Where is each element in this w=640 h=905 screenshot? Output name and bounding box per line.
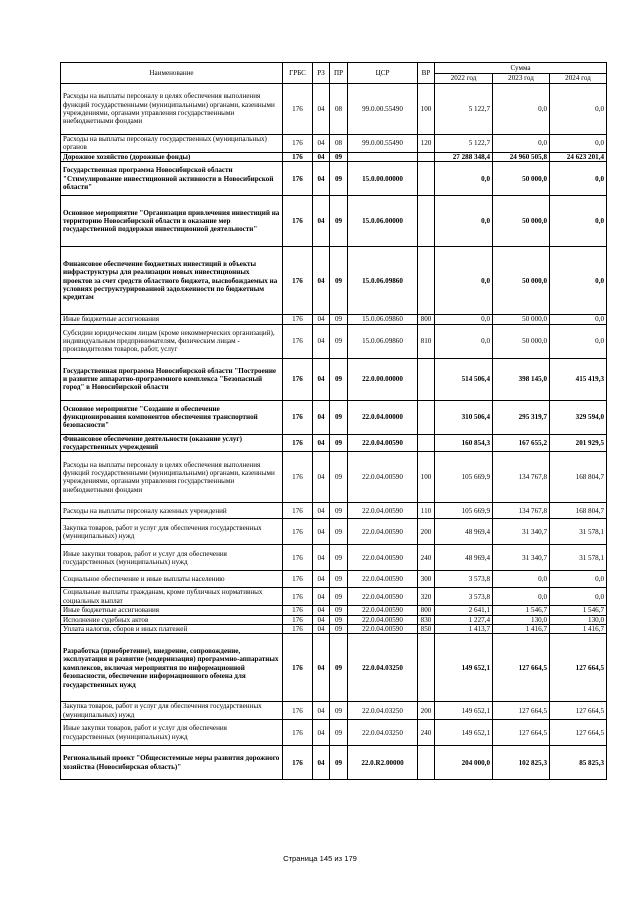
cell-grbs: 176 [283,702,313,720]
cell-csr: 15.0.06.09860 [348,247,418,315]
cell-vr: 200 [418,519,435,545]
table-row [61,702,607,720]
cell-csr: 22.0.04.00590 [348,434,418,452]
cell-sum-2024: 0,0 [550,162,607,196]
cell-name: Разработка (приобретение), внедрение, сопровождение, эксплуатация и развитие (модернизация) программно-аппаратных комплексов, включая мероприятия по информационной безопасности, обеспечение информационного обмена для государственных нужд [61,634,283,702]
cell-name: Иные закупки товаров, работ и услуг для обеспечения государственных (муниципальных) нужд [61,720,283,746]
cell-pr: 09 [330,358,348,400]
cell-grbs: 176 [283,247,313,315]
cell-vr: 110 [418,503,435,519]
cell-sum-2024: 0,0 [550,84,607,135]
cell-sum-2022: 3 573,8 [435,571,493,588]
cell-sum-2022: 5 122,7 [435,84,493,135]
cell-sum-2022: 0,0 [435,162,493,196]
cell-pr: 09 [330,247,348,315]
cell-pr: 09 [330,634,348,702]
cell-sum-2024: 31 578,1 [550,519,607,545]
col-header-2023: 2023 год [493,74,550,84]
table-row [61,571,607,588]
table-row [61,545,607,571]
table-row [61,615,607,624]
cell-name: Закупка товаров, работ и услуг для обеспечения государственных (муниципальных) нужд [61,519,283,545]
cell-vr: 320 [418,588,435,606]
cell-csr: 15.0.06.00000 [348,196,418,247]
cell-grbs: 176 [283,606,313,615]
cell-pr: 09 [330,452,348,503]
cell-csr: 22.0.04.00590 [348,588,418,606]
cell-rz: 04 [313,545,330,571]
cell-rz: 04 [313,519,330,545]
cell-sum-2024: 127 664,5 [550,720,607,746]
cell-grbs: 176 [283,545,313,571]
cell-sum-2023: 295 319,7 [493,400,550,434]
cell-grbs: 176 [283,625,313,634]
cell-pr: 09 [330,746,348,780]
cell-csr: 22.0.04.00590 [348,503,418,519]
cell-sum-2023: 134 767,8 [493,503,550,519]
cell-pr: 09 [330,519,348,545]
cell-sum-2022: 27 288 348,4 [435,152,493,161]
budget-table [60,62,607,780]
cell-sum-2023: 127 664,5 [493,702,550,720]
cell-sum-2023: 0,0 [493,84,550,135]
cell-rz: 04 [313,247,330,315]
table-row [61,746,607,780]
table-row [61,503,607,519]
cell-csr: 99.0.00.55490 [348,84,418,135]
cell-sum-2024: 0,0 [550,135,607,153]
cell-sum-2022: 204 000,0 [435,746,493,780]
table-row [61,358,607,400]
cell-sum-2023: 50 000,0 [493,324,550,358]
col-header-sum: Сумма [435,63,607,74]
cell-vr [418,358,435,400]
table-row [61,606,607,615]
cell-csr: 22.0.04.00000 [348,400,418,434]
cell-sum-2024: 0,0 [550,588,607,606]
cell-sum-2024: 127 664,5 [550,702,607,720]
cell-sum-2024: 1 546,7 [550,606,607,615]
cell-grbs: 176 [283,746,313,780]
table-row [61,247,607,315]
cell-vr [418,162,435,196]
table-row [61,196,607,247]
cell-sum-2022: 2 641,1 [435,606,493,615]
table-row [61,452,607,503]
cell-grbs: 176 [283,588,313,606]
col-header-name: Наименование [61,63,283,84]
cell-grbs: 176 [283,324,313,358]
table-row [61,434,607,452]
table-row [61,324,607,358]
cell-csr: 22.0.04.00590 [348,606,418,615]
cell-name: Расходы на выплаты персоналу государственных (муниципальных) органов [61,135,283,153]
col-header-csr: ЦСР [348,63,418,84]
cell-sum-2023: 31 340,7 [493,545,550,571]
cell-sum-2023: 127 664,5 [493,634,550,702]
cell-sum-2023: 1 416,7 [493,625,550,634]
cell-sum-2023: 102 825,3 [493,746,550,780]
cell-name: Субсидии юридическим лицам (кроме некоммерческих организаций), индивидуальным предпринимателям, физическим лицам - производителям товаров, работ, услуг [61,324,283,358]
cell-name: Основное мероприятие "Организация привлечения инвестиций на территорию Новосибирской области в оказание мер государственной поддержки инвестиционной деятельности" [61,196,283,247]
cell-name: Социальные выплаты гражданам, кроме публичных нормативных социальных выплат [61,588,283,606]
cell-sum-2024: 415 419,3 [550,358,607,400]
cell-sum-2024: 168 804,7 [550,503,607,519]
cell-sum-2024: 168 804,7 [550,452,607,503]
cell-csr: 22.0.R2.00000 [348,746,418,780]
cell-name: Расходы на выплаты персоналу в целях обеспечения выполнения функций государственными (муниципальными) органами, казенными учреждениями, органами управления государственными внебюджетными фондами [61,452,283,503]
cell-vr: 100 [418,452,435,503]
cell-pr: 09 [330,434,348,452]
cell-name: Закупка товаров, работ и услуг для обеспечения государственных (муниципальных) нужд [61,702,283,720]
cell-sum-2022: 105 669,9 [435,503,493,519]
cell-vr: 240 [418,545,435,571]
cell-csr [348,152,418,161]
cell-pr: 09 [330,625,348,634]
cell-sum-2024: 130,0 [550,615,607,624]
cell-sum-2023: 50 000,0 [493,315,550,324]
cell-vr [418,247,435,315]
cell-rz: 04 [313,625,330,634]
cell-sum-2024: 329 594,0 [550,400,607,434]
cell-rz: 04 [313,606,330,615]
cell-csr: 22.0.00.00000 [348,358,418,400]
cell-rz: 04 [313,452,330,503]
cell-name: Расходы на выплаты персоналу казенных учреждений [61,503,283,519]
cell-sum-2022: 160 854,3 [435,434,493,452]
cell-pr: 08 [330,84,348,135]
cell-vr: 800 [418,315,435,324]
cell-grbs: 176 [283,615,313,624]
cell-rz: 04 [313,702,330,720]
cell-csr: 22.0.04.00590 [348,625,418,634]
cell-vr: 850 [418,625,435,634]
cell-name: Иные закупки товаров, работ и услуг для обеспечения государственных (муниципальных) нужд [61,545,283,571]
cell-csr: 22.0.04.00590 [348,615,418,624]
cell-name: Социальное обеспечение и иные выплаты населению [61,571,283,588]
cell-name: Государственная программа Новосибирской области "Стимулирование инвестиционной активности в Новосибирской области" [61,162,283,196]
cell-csr: 22.0.04.00590 [348,452,418,503]
table-row [61,588,607,606]
cell-vr [418,196,435,247]
cell-pr: 09 [330,606,348,615]
cell-rz: 04 [313,571,330,588]
col-header-vr: ВР [418,63,435,84]
cell-sum-2024: 0,0 [550,315,607,324]
cell-sum-2022: 3 573,8 [435,588,493,606]
cell-pr: 09 [330,400,348,434]
cell-sum-2023: 50 000,0 [493,247,550,315]
cell-csr: 15.0.00.00000 [348,162,418,196]
cell-grbs: 176 [283,519,313,545]
cell-grbs: 176 [283,196,313,247]
cell-rz: 04 [313,634,330,702]
cell-name: Уплата налогов, сборов и иных платежей [61,625,283,634]
cell-rz: 04 [313,324,330,358]
cell-sum-2022: 105 669,9 [435,452,493,503]
cell-name: Государственная программа Новосибирской области "Построение и развитие аппаратно-программного комплекса "Безопасный город" в Новосибирской области [61,358,283,400]
cell-name: Дорожное хозяйство (дорожные фонды) [61,152,283,161]
cell-vr: 240 [418,720,435,746]
cell-sum-2023: 0,0 [493,571,550,588]
cell-pr: 09 [330,162,348,196]
cell-pr: 09 [330,196,348,247]
cell-rz: 04 [313,746,330,780]
cell-name: Региональный проект "Общесистемные меры развития дорожного хозяйства (Новосибирская область)" [61,746,283,780]
cell-sum-2023: 398 145,0 [493,358,550,400]
cell-pr: 09 [330,545,348,571]
cell-grbs: 176 [283,84,313,135]
cell-rz: 04 [313,400,330,434]
cell-sum-2022: 1 227,4 [435,615,493,624]
table-row [61,315,607,324]
cell-vr [418,634,435,702]
cell-sum-2023: 1 546,7 [493,606,550,615]
cell-grbs: 176 [283,400,313,434]
table-row [61,135,607,153]
cell-name: Расходы на выплаты персоналу в целях обеспечения выполнения функций государственными (муниципальными) органами, казенными учреждениями, органами управления государственными внебюджетными фондами [61,84,283,135]
cell-sum-2023: 50 000,0 [493,196,550,247]
cell-grbs: 176 [283,358,313,400]
cell-grbs: 176 [283,434,313,452]
cell-vr: 120 [418,135,435,153]
cell-csr: 22.0.04.00590 [348,571,418,588]
cell-sum-2023: 0,0 [493,588,550,606]
cell-name: Финансовое обеспечение бюджетных инвестиций в объекты инфраструктуры для реализации новых инвестиционных проектов за счет средств областного бюджета, высвобождаемых на условиях реструктурированной задолженности по бюджетным кредитам [61,247,283,315]
budget-sheet [60,62,606,780]
cell-pr: 08 [330,135,348,153]
cell-sum-2022: 0,0 [435,247,493,315]
cell-csr: 22.0.04.00590 [348,519,418,545]
table-row [61,162,607,196]
cell-sum-2022: 5 122,7 [435,135,493,153]
cell-grbs: 176 [283,452,313,503]
cell-vr [418,434,435,452]
cell-sum-2024: 1 416,7 [550,625,607,634]
cell-rz: 04 [313,196,330,247]
cell-sum-2023: 31 340,7 [493,519,550,545]
cell-sum-2022: 149 652,1 [435,634,493,702]
cell-vr [418,746,435,780]
cell-rz: 04 [313,720,330,746]
cell-sum-2023: 130,0 [493,615,550,624]
cell-sum-2022: 48 969,4 [435,519,493,545]
cell-vr: 800 [418,606,435,615]
cell-name: Основное мероприятие "Создание и обеспечение функционирования компонентов обеспечения транспортной безопасности" [61,400,283,434]
cell-rz: 04 [313,315,330,324]
cell-pr: 09 [330,315,348,324]
cell-sum-2022: 0,0 [435,315,493,324]
cell-vr [418,400,435,434]
cell-name: Иные бюджетные ассигнования [61,315,283,324]
cell-grbs: 176 [283,634,313,702]
cell-sum-2023: 127 664,5 [493,720,550,746]
col-header-2024: 2024 год [550,74,607,84]
cell-rz: 04 [313,434,330,452]
cell-grbs: 176 [283,571,313,588]
cell-name: Финансовое обеспечение деятельности (оказание услуг) государственных учреждений [61,434,283,452]
cell-pr: 09 [330,571,348,588]
cell-rz: 04 [313,358,330,400]
col-header-rz: РЗ [313,63,330,84]
cell-csr: 22.0.04.00590 [348,545,418,571]
cell-rz: 04 [313,162,330,196]
col-header-pr: ПР [330,63,348,84]
cell-sum-2024: 0,0 [550,571,607,588]
table-row [61,720,607,746]
cell-sum-2023: 50 000,0 [493,162,550,196]
cell-name: Исполнение судебных актов [61,615,283,624]
cell-pr: 09 [330,503,348,519]
cell-pr: 09 [330,720,348,746]
cell-grbs: 176 [283,152,313,161]
cell-pr: 09 [330,324,348,358]
cell-grbs: 176 [283,135,313,153]
col-header-2022: 2022 год [435,74,493,84]
cell-vr [418,152,435,161]
cell-csr: 99.0.00.55490 [348,135,418,153]
cell-pr: 09 [330,615,348,624]
cell-sum-2024: 24 623 201,4 [550,152,607,161]
table-row [61,519,607,545]
cell-sum-2023: 167 655,2 [493,434,550,452]
page-number: Страница 145 из 179 [283,854,357,863]
cell-sum-2022: 514 506,4 [435,358,493,400]
cell-vr: 810 [418,324,435,358]
cell-rz: 04 [313,135,330,153]
cell-vr: 830 [418,615,435,624]
cell-csr: 22.0.04.03250 [348,702,418,720]
cell-vr: 100 [418,84,435,135]
cell-sum-2024: 31 578,1 [550,545,607,571]
cell-pr: 09 [330,588,348,606]
table-row [61,84,607,135]
cell-rz: 04 [313,84,330,135]
cell-csr: 15.0.06.09860 [348,315,418,324]
table-row [61,400,607,434]
cell-sum-2022: 1 413,7 [435,625,493,634]
cell-rz: 04 [313,615,330,624]
cell-csr: 15.0.06.09860 [348,324,418,358]
cell-pr: 09 [330,152,348,161]
cell-sum-2022: 0,0 [435,324,493,358]
cell-vr: 200 [418,702,435,720]
cell-sum-2022: 149 652,1 [435,720,493,746]
cell-sum-2024: 0,0 [550,247,607,315]
cell-csr: 22.0.04.03250 [348,720,418,746]
cell-sum-2024: 127 664,5 [550,634,607,702]
cell-grbs: 176 [283,720,313,746]
cell-sum-2024: 85 825,3 [550,746,607,780]
cell-sum-2022: 310 506,4 [435,400,493,434]
cell-rz: 04 [313,503,330,519]
cell-vr: 300 [418,571,435,588]
cell-rz: 04 [313,588,330,606]
cell-sum-2023: 24 960 505,8 [493,152,550,161]
cell-sum-2023: 134 767,8 [493,452,550,503]
cell-grbs: 176 [283,315,313,324]
cell-sum-2023: 0,0 [493,135,550,153]
cell-grbs: 176 [283,162,313,196]
col-header-grbs: ГРБС [283,63,313,84]
cell-sum-2022: 149 652,1 [435,702,493,720]
cell-pr: 09 [330,702,348,720]
cell-name: Иные бюджетные ассигнования [61,606,283,615]
cell-sum-2024: 201 929,5 [550,434,607,452]
cell-grbs: 176 [283,503,313,519]
budget-rows [61,84,607,780]
cell-sum-2022: 48 969,4 [435,545,493,571]
table-row [61,152,607,161]
cell-csr: 22.0.04.03250 [348,634,418,702]
cell-sum-2022: 0,0 [435,196,493,247]
table-row [61,634,607,702]
cell-sum-2024: 0,0 [550,324,607,358]
table-row [61,625,607,634]
cell-rz: 04 [313,152,330,161]
cell-sum-2024: 0,0 [550,196,607,247]
